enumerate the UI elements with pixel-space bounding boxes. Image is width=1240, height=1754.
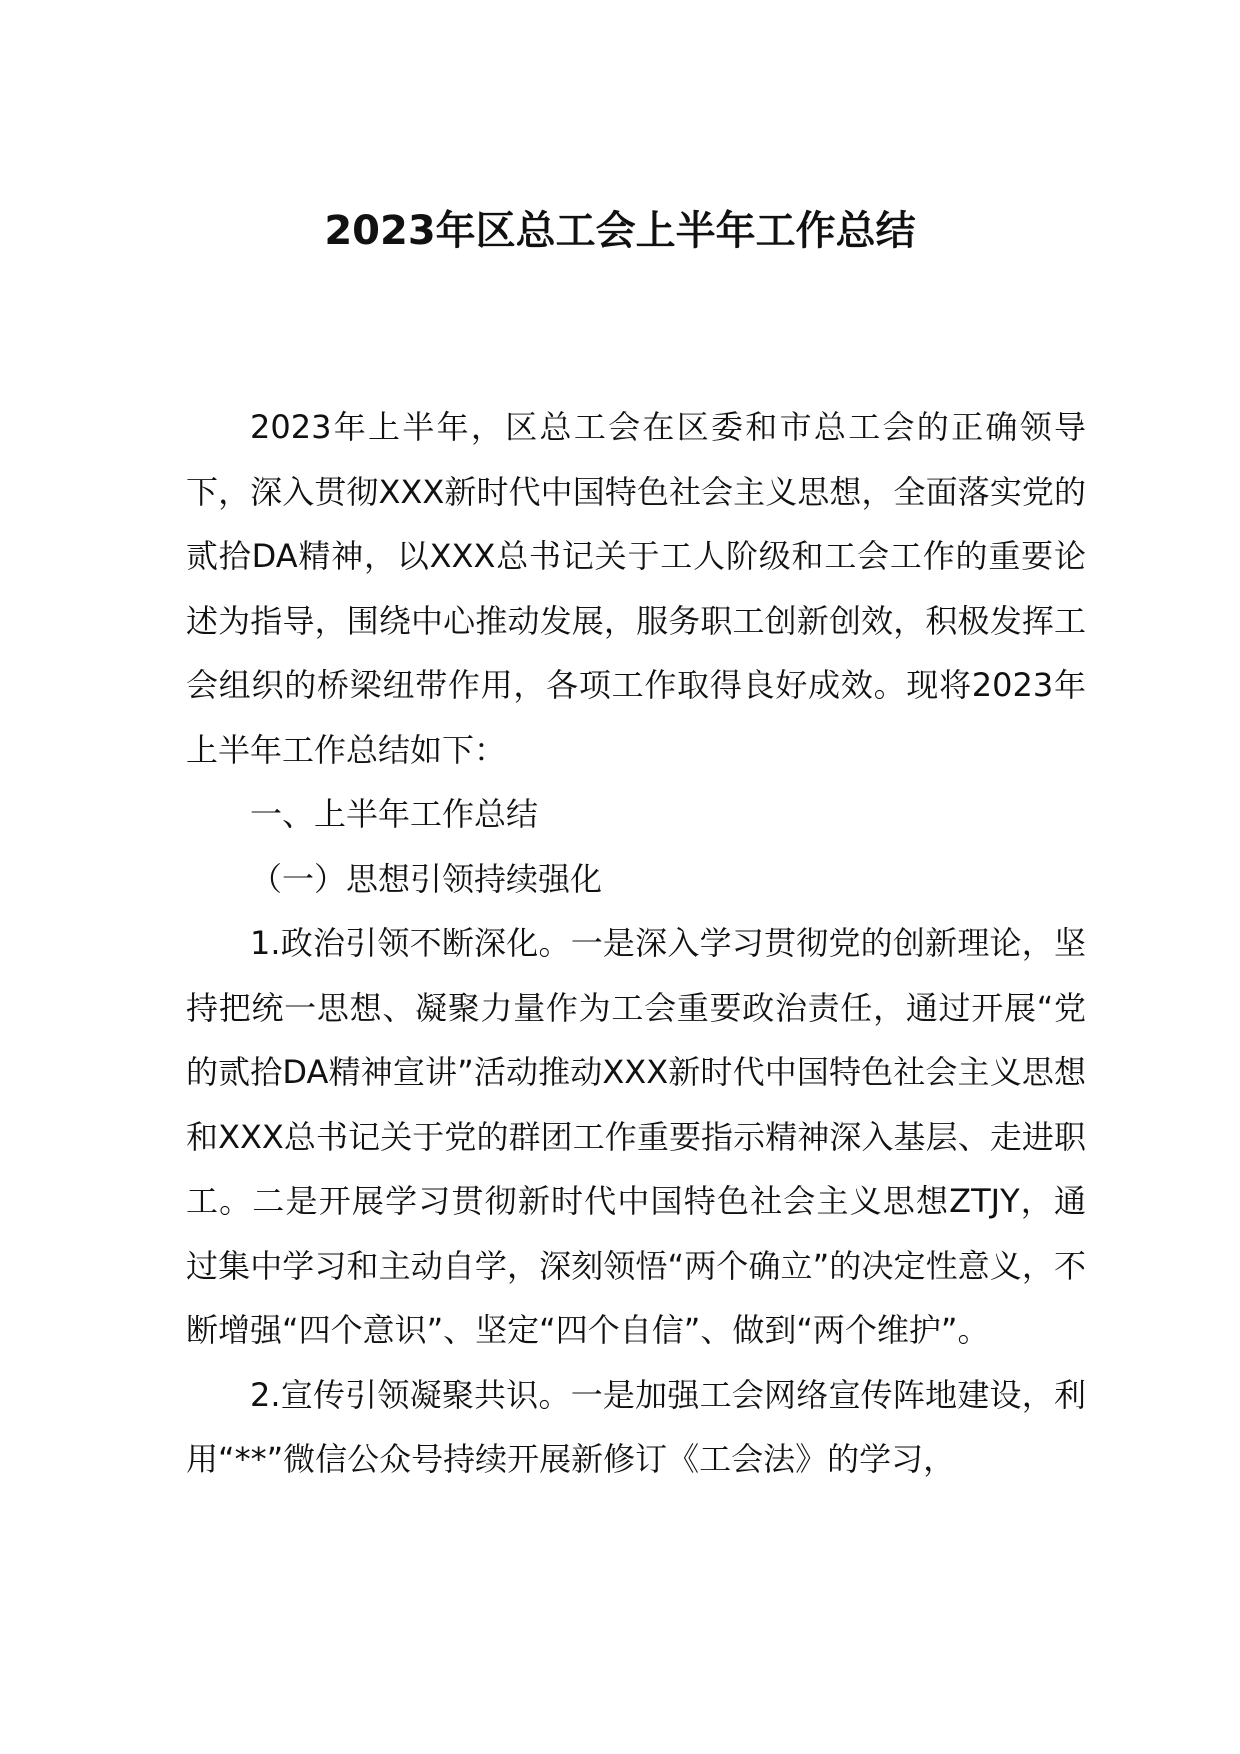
section-heading: 一、上半年工作总结 [250, 795, 539, 833]
body-paragraph-publicity-guidance: 2.宣传引领凝聚共识。一是加强工会网络宣传阵地建设，利用“**”微信公众号持续开展新修订《工会法》的学习， [186, 1375, 1086, 1478]
document-body [186, 395, 1086, 1492]
body-paragraph-political-guidance: 1.政治引领不断深化。一是深入学习贯彻党的创新理论，坚持把统一思想、凝聚力量作为工会重要政治责任，通过开展“党的贰拾DA精神宣讲”活动推动XXX新时代中国特色社会主义思想和XXX总书记关于党的群团工作重要指示精神深入基层、走进职工。二是开展学习贯彻新时代中国特色社会主义思想ZTJY，通过集中学习和主动自学，深刻领悟“两个确立”的决定性意义，不断增强“四个意识”、坚定“四个自信”、做到“两个维护”。 [186, 924, 1086, 1349]
subsection-heading: （一）思想引领持续强化 [250, 859, 603, 898]
document-title: 2023年区总工会上半年工作总结 [324, 208, 916, 254]
intro-paragraph: 2023年上半年，区总工会在区委和市总工会的正确领导下，深入贯彻XXX新时代中国特色社会主义思想，全面落实党的贰拾DA精神，以XXX总书记关于工人阶级和工会工作的重要论述为指导，围绕中心推动发展，服务职工创新创效，积极发挥工会组织的桥梁纽带作用，各项工作取得良好成效。现将2023年上半年工作总结如下： [186, 408, 1086, 769]
